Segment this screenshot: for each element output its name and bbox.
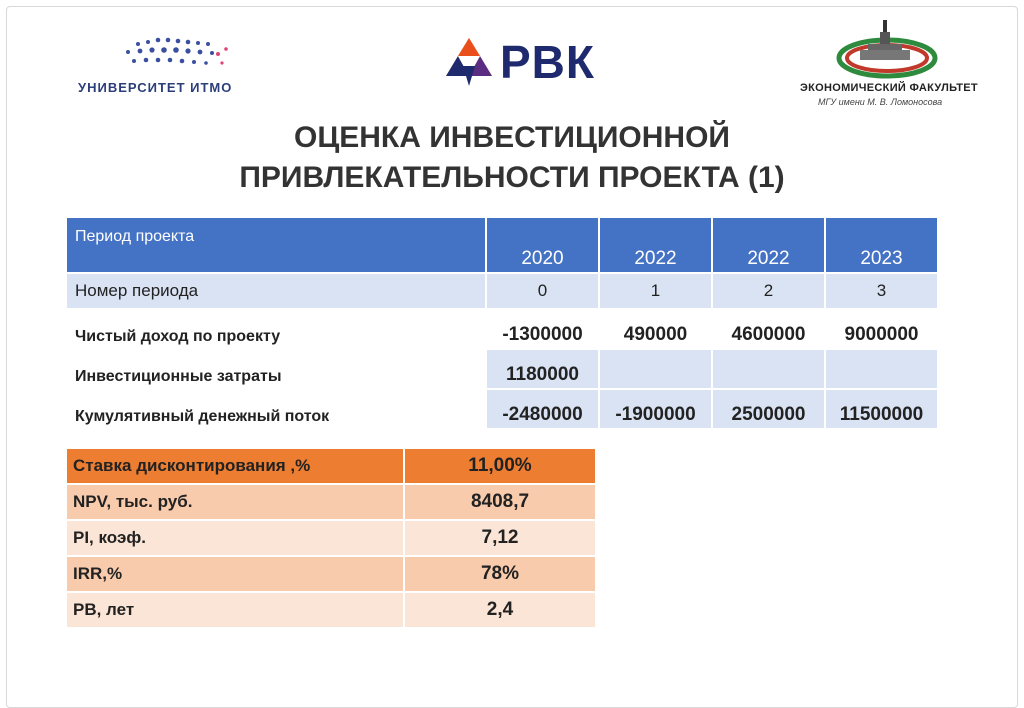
header-year: 2023: [825, 218, 938, 273]
slide-title: [150, 118, 874, 198]
metric-row-irr: [67, 556, 596, 592]
econ-faculty-logo: [790, 18, 980, 110]
title-line-1: ОЦЕНКА ИНВЕСТИЦИОННОЙ: [294, 121, 730, 154]
table-cell: -1300000: [486, 309, 599, 349]
table-cell: 2: [712, 273, 825, 309]
itmo-dots-icon: [118, 34, 258, 74]
table-cell: [825, 349, 938, 389]
metric-row-pb: [67, 592, 596, 627]
itmo-logo: [78, 34, 268, 98]
metric-value: 2,4: [404, 592, 596, 627]
table-cell: -2480000: [486, 389, 599, 428]
metric-label: IRR,%: [67, 556, 404, 592]
metric-value: 7,12: [404, 520, 596, 556]
row-label: Инвестиционные затраты: [67, 349, 486, 389]
metric-value: 8408,7: [404, 484, 596, 520]
header-year: 2022: [599, 218, 712, 273]
table-cell: 3: [825, 273, 938, 309]
title-line-2: ПРИВЛЕКАТЕЛЬНОСТИ ПРОЕКТА (1): [239, 161, 785, 194]
table-cell: 11500000: [825, 389, 938, 428]
row-label: Кумулятивный денежный поток: [67, 389, 486, 428]
table-cell: -1900000: [599, 389, 712, 428]
table-cell: 1180000: [486, 349, 599, 389]
table-cell: 1: [599, 273, 712, 309]
period-number-row: [67, 273, 938, 309]
msu-building-icon: [832, 18, 942, 82]
metric-label: PI, коэф.: [67, 520, 404, 556]
table-cell: 9000000: [825, 309, 938, 349]
rvk-triangle-icon: [444, 36, 494, 88]
header-year: 2020: [486, 218, 599, 273]
table-cell: [712, 349, 825, 389]
investment-metrics-table: [67, 447, 597, 627]
rvk-logo: [444, 34, 594, 90]
metric-label: PB, лет: [67, 592, 404, 627]
metric-row-pi: [67, 520, 596, 556]
metric-row-discount-rate: [67, 448, 596, 484]
table-cell: 4600000: [712, 309, 825, 349]
metric-label: Ставка дисконтирования ,%: [67, 448, 404, 484]
rvk-text: РВК: [500, 36, 595, 88]
table-cell: 2500000: [712, 389, 825, 428]
metric-label: NPV, тыс. руб.: [67, 484, 404, 520]
table-cell: 0: [486, 273, 599, 309]
row-label: Чистый доход по проекту: [67, 309, 486, 349]
header-label: Период проекта: [67, 218, 486, 273]
investment-row: [67, 349, 938, 389]
table-cell: [599, 349, 712, 389]
header-year: 2022: [712, 218, 825, 273]
net-income-row: [67, 309, 938, 349]
econ-faculty-subtitle: МГУ имени М. В. Ломоносова: [818, 97, 943, 107]
econ-faculty-name: ЭКОНОМИЧЕСКИЙ ФАКУЛЬТЕТ: [800, 82, 978, 94]
metric-value: 11,00%: [404, 448, 596, 484]
metric-row-npv: [67, 484, 596, 520]
metric-value: 78%: [404, 556, 596, 592]
row-label: Номер периода: [67, 273, 486, 309]
cumulative-cashflow-row: [67, 389, 938, 428]
itmo-text: УНИВЕРСИТЕТ ИТМО: [78, 80, 233, 95]
table-cell: 490000: [599, 309, 712, 349]
table-header-row: [67, 218, 938, 273]
project-periods-table: [67, 218, 939, 428]
